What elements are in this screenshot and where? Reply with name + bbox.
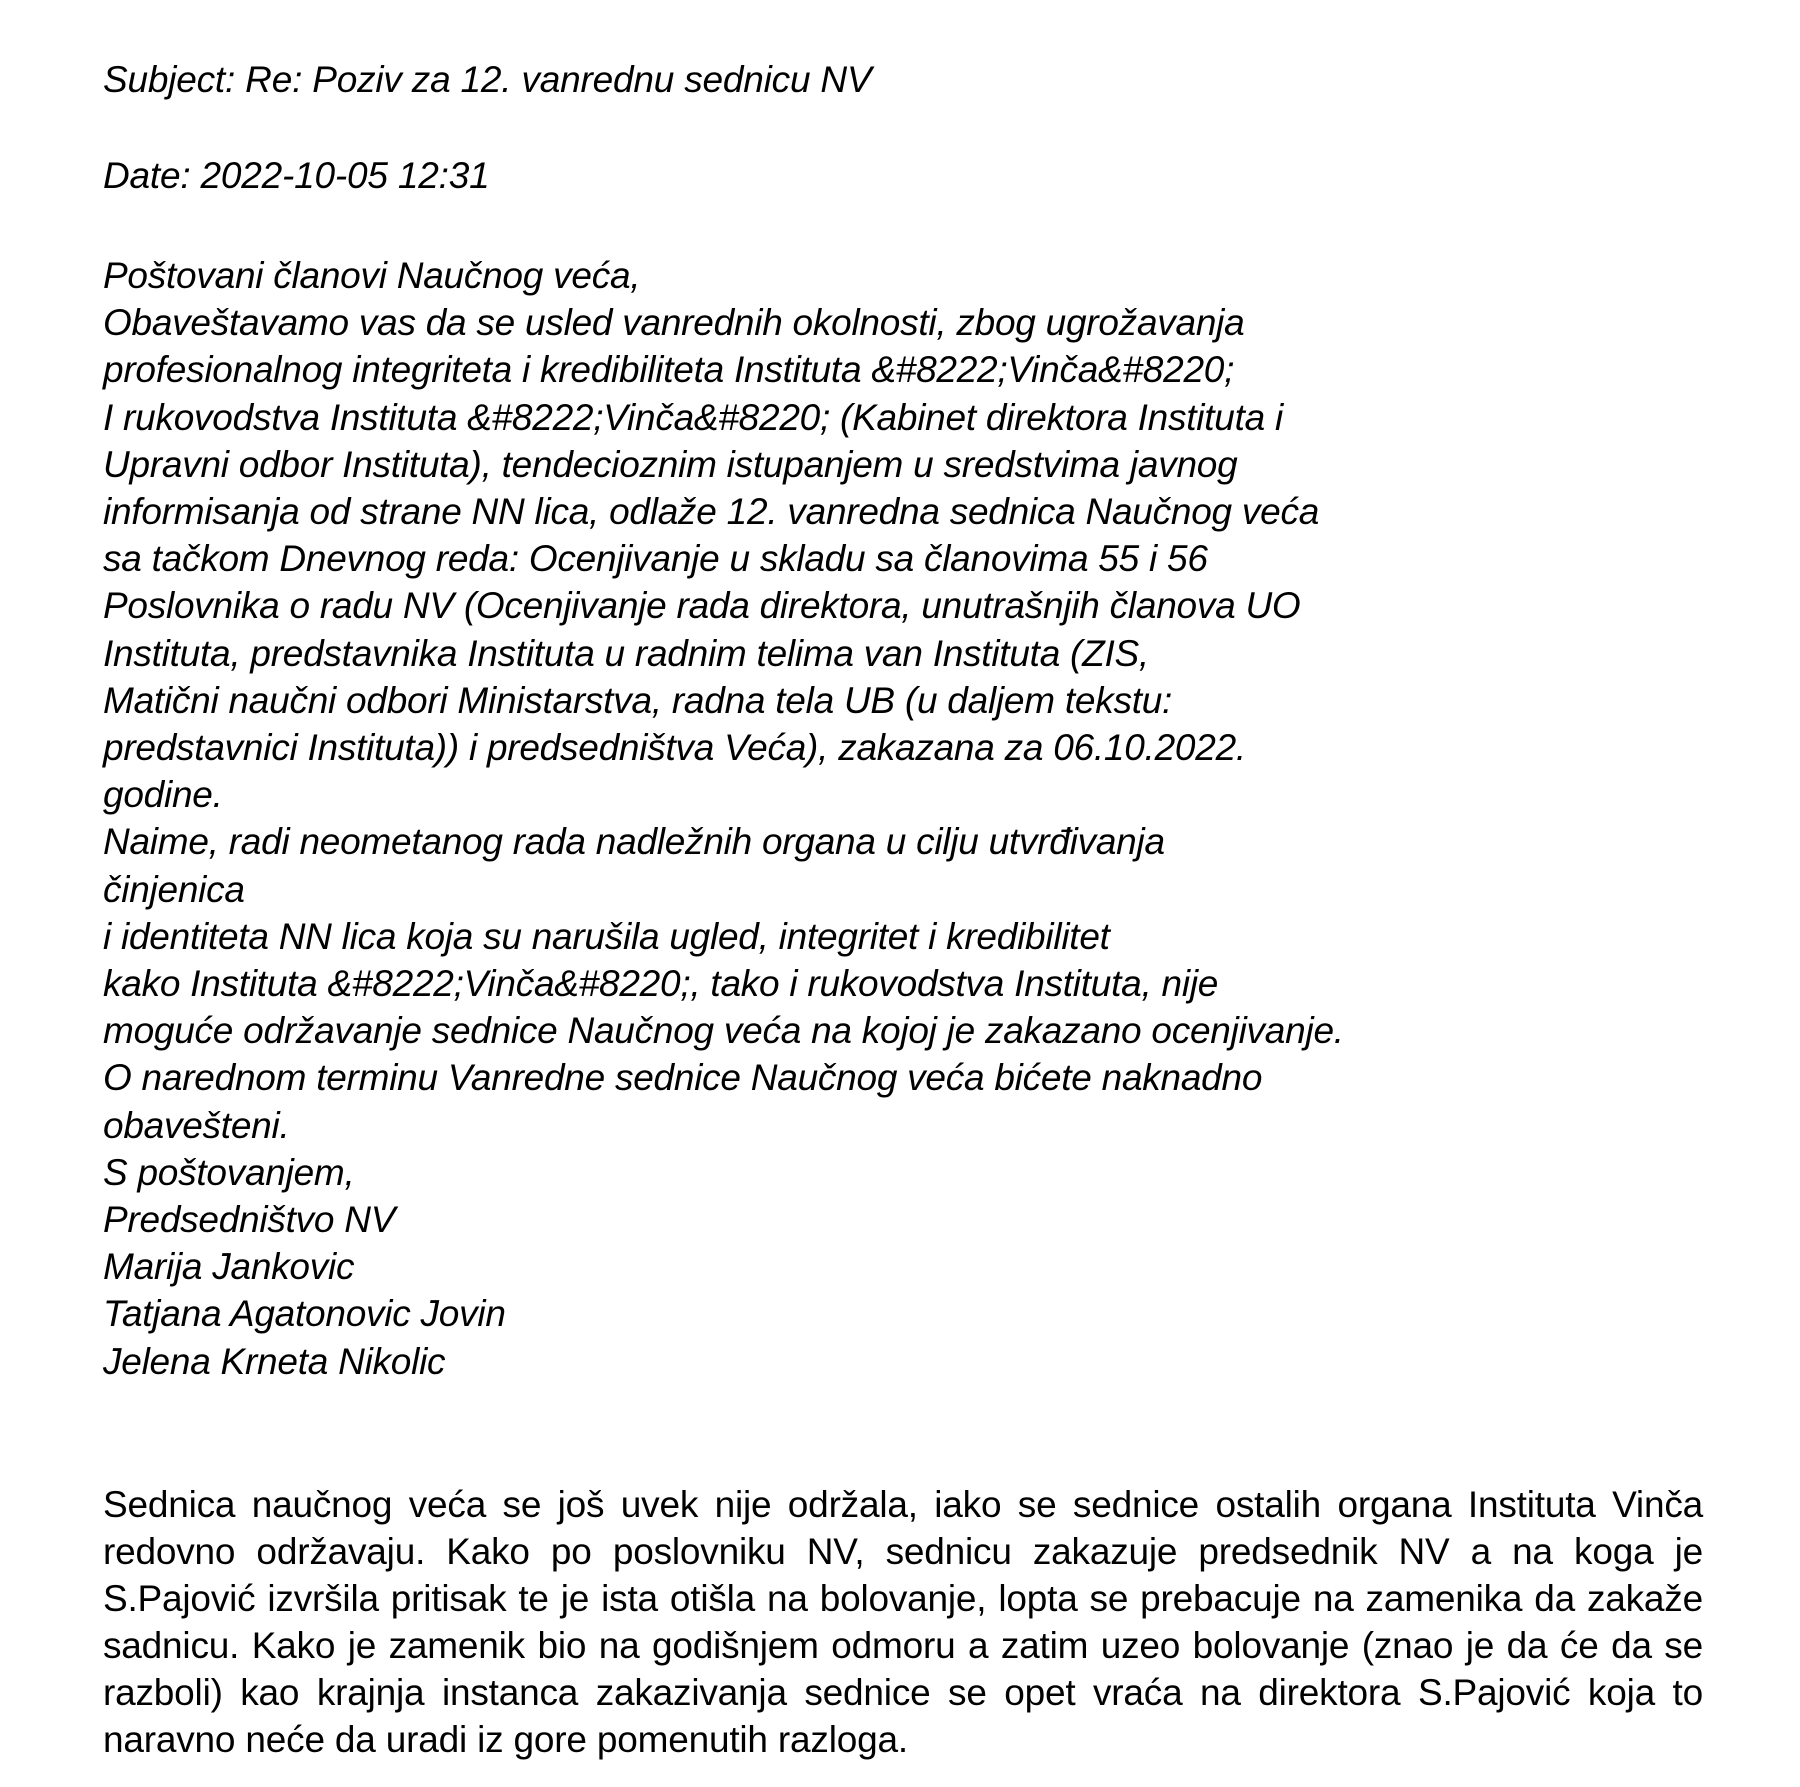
signatory-name: Marija Jankovic bbox=[103, 1246, 355, 1288]
body-line: i identiteta NN lica koja su narušila ugled, integritet i kredibilitet bbox=[103, 915, 1110, 957]
body-line: činjenica bbox=[103, 868, 245, 910]
body-line: Naime, radi neometanog rada nadležnih organa u cilju utvrđivanja bbox=[103, 821, 1165, 863]
email-body bbox=[103, 252, 1700, 1385]
closing-commentary-paragraph: Sednica naučnog veća se još uvek nije održala, iako se sednice ostalih organa Instituta Vinča redovno održavaju. Kako po poslovniku NV, sednicu zakazuje predsednik NV a na koga je S.Pajović izvršila pritisak te je ista otišla na bolovanje, lopta se prebacuje na zamenika da zakaže sadnicu. Kako je zamenik bio na godišnjem odmoru a zatim uzeo bolovanje (znao je da će da se razboli) kao krajnja instanca zakazivanja sednice se opet vraća na direktora S.Pajović koja to naravno neće da uradi iz gore pomenutih razloga. bbox=[103, 1483, 1703, 1760]
body-line: Poštovani članovi Naučnog veća, bbox=[103, 255, 641, 296]
email-date-line: Date: 2022-10-05 12:31 bbox=[103, 155, 490, 196]
signatory-name: Tatjana Agatonovic Jovin bbox=[103, 1293, 506, 1335]
body-line: moguće održavanje sednice Naučnog veća na kojoj je zakazano ocenjivanje. bbox=[103, 1010, 1344, 1052]
body-line: godine. bbox=[103, 774, 223, 816]
body-line: informisanja od strane NN lica, odlaže 12. vanredna sednica Naučnog veća bbox=[103, 491, 1320, 533]
body-line: O narednom terminu Vanredne sednice Naučnog veća bićete naknadno bbox=[103, 1057, 1263, 1099]
body-line: S poštovanjem, bbox=[103, 1151, 355, 1193]
signatory-name: Jelena Krneta Nikolic bbox=[103, 1340, 446, 1382]
email-subject-line: Subject: Re: Poziv za 12. vanrednu sednicu NV bbox=[103, 59, 872, 100]
body-line: I rukovodstva Instituta &#8222;Vinča&#8220; (Kabinet direktora Instituta i bbox=[103, 396, 1283, 438]
body-line: Obaveštavamo vas da se usled vanrednih okolnosti, zbog ugrožavanja bbox=[103, 302, 1245, 344]
body-line: kako Instituta &#8222;Vinča&#8220;, tako i rukovodstva Instituta, nije bbox=[103, 963, 1219, 1005]
body-line: Instituta, predstavnika Instituta u radnim telima van Instituta (ZIS, bbox=[103, 632, 1149, 674]
body-line: sa tačkom Dnevnog reda: Ocenjivanje u skladu sa članovima 55 i 56 bbox=[103, 538, 1208, 580]
body-line: Matični naučni odbori Ministarstva, radna tela UB (u daljem tekstu: bbox=[103, 679, 1173, 721]
body-line: obavešteni. bbox=[103, 1104, 290, 1146]
signature-block bbox=[103, 1243, 1700, 1385]
body-line: Poslovnika o radu NV (Ocenjivanje rada direktora, unutrašnjih članova UO bbox=[103, 585, 1301, 627]
body-line: profesionalnog integriteta i kredibiliteta Instituta &#8222;Vinča&#8220; bbox=[103, 349, 1235, 391]
body-line: predstavnici Instituta)) i predsedništva Veća), zakazana za 06.10.2022. bbox=[103, 727, 1246, 769]
body-line: Predsedništvo NV bbox=[103, 1199, 396, 1241]
body-line: Upravni odbor Instituta), tendecioznim istupanjem u sredstvima javnog bbox=[103, 443, 1238, 485]
